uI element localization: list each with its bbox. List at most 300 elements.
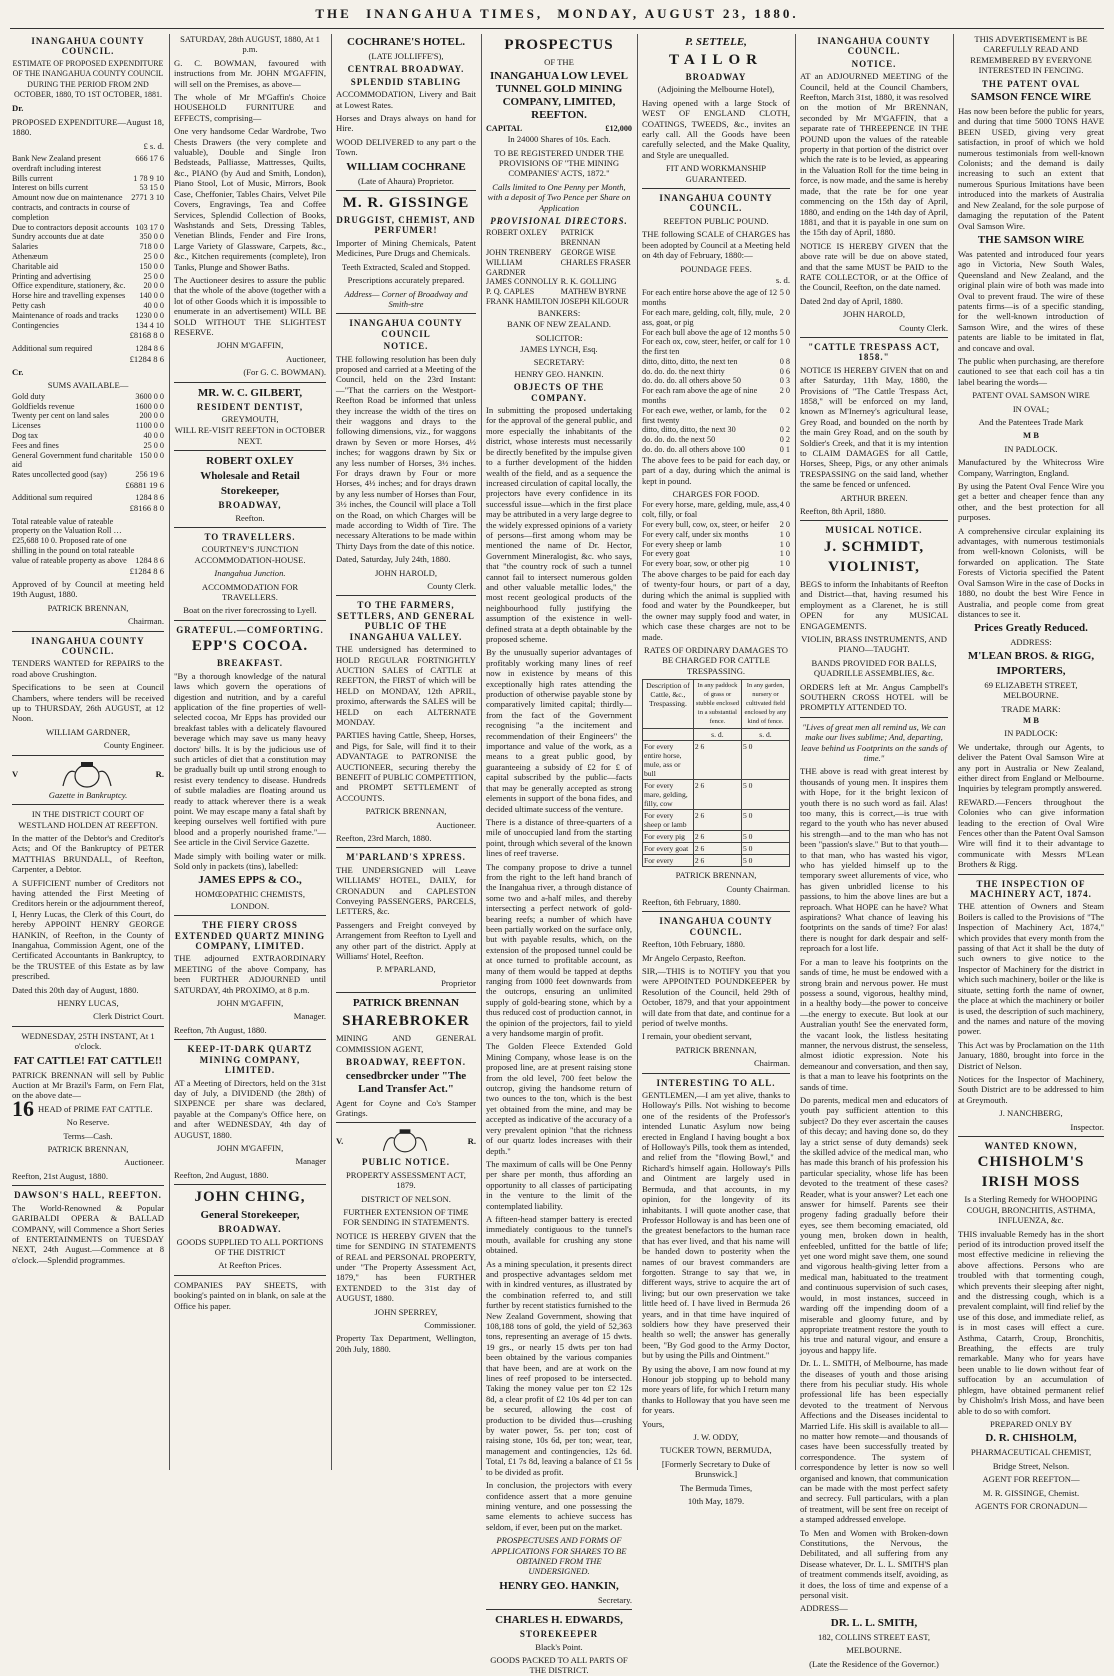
coyne-agent: Agent for Coyne and Co's Stamper Gratings. bbox=[336, 1097, 476, 1118]
revenue-row-label: General Government fund charitable aid bbox=[12, 450, 133, 470]
opened-text: Having opened with a large Stock of WEST OF ENGLAND CLOTH, COATINGS, TWEEDS, &c., invites an early call. All the Goods have been carefully selected, and the Make Quality, and Style are unequalled. bbox=[642, 97, 790, 160]
registered-text: TO BE REGISTERED UNDER THE PROVISIONS OF "THE MINING COMPANIES' ACTS, 1872." bbox=[494, 147, 624, 179]
travellers-heading: TO TRAVELLERS. bbox=[204, 532, 296, 543]
fiery-cross-heading: THE FIERY CROSS EXTENDED QUARTZ MINING COMPANY, LIMITED. bbox=[174, 920, 326, 952]
poundage-row-value: 1 0 bbox=[779, 337, 790, 347]
auctioneer-title: Auctioneer. bbox=[124, 1157, 164, 1168]
begs-text: BEGS to inform the Inhabitants of Reefton and District—that, having resumed his employment as a Clarenet, he is still OPEN for any MUSICAL ENGAGEMENTS. bbox=[800, 578, 948, 631]
mcgaffin-manager-2: JOHN M'GAFFIN, bbox=[216, 1142, 284, 1153]
damages-row-a: 2 6 bbox=[693, 780, 741, 810]
resolution-text: THE following resolution has been duly proposed and carried at a Meeting of the Council, held on the 23rd Instant:—"That the carriers on the Westport-Reefton Road be informed that unless they increase the width of the tires on their waggons and drays to the following dimensions, viz., for waggons drawn by Seven or more Horses, 4½ inches; for waggons drawn by Six or any less number of Horses, 3½ inches. For drays drawn by Four or more Horses, 4½ inches; and for drays drawn by any less number of Horses than Four, 3½ inches, the Council will place a Toll on the Road, on which Charges will be made according to Width of Tire. The necessary Alterations to be made within Thirty Days from the date of this notice. bbox=[336, 353, 476, 551]
damages-row bbox=[643, 843, 790, 855]
court-heading: IN THE DISTRICT COURT OF WESTLAND HOLDEN AT REEFTON. bbox=[18, 809, 158, 830]
tax-department: Property Tax Department, Wellington, 20th July, 1880. bbox=[336, 1333, 476, 1354]
poem: "Lives of great men all remind us, We can make our lives sublime; And, departing, leave behind us Footprints on the sands of time." bbox=[801, 721, 947, 763]
damages-row-a: 2 6 bbox=[693, 741, 741, 780]
expenditure-row bbox=[12, 281, 164, 291]
cerpasto: Mr Angelo Cerpasto, Reefton. bbox=[642, 952, 746, 963]
prepared-only: PREPARED ONLY BY bbox=[989, 1418, 1073, 1429]
damages-row bbox=[643, 855, 790, 867]
director-name: CHARLES FRASER bbox=[560, 257, 631, 267]
poundage-row-value: 0 3 bbox=[779, 376, 790, 386]
damages-row-a: 2 6 bbox=[693, 855, 741, 867]
patrick-brennan: PATRICK BRENNAN bbox=[352, 997, 460, 1010]
royal-crest-row-2 bbox=[336, 1127, 476, 1155]
director-name: JOSEPH KILGOUR bbox=[560, 297, 629, 307]
poundage-row-label: For each ram above the age of nine months bbox=[642, 386, 758, 406]
dentist-title: RESIDENT DENTIST, bbox=[196, 401, 304, 412]
expenditure-row bbox=[12, 291, 164, 301]
revenue-row-label: Fees and fines bbox=[12, 440, 59, 450]
bermuda-times: The Bermuda Times, bbox=[679, 1482, 753, 1493]
expenditure-row bbox=[12, 193, 164, 222]
poundage-row bbox=[642, 435, 790, 445]
brennan-name: PATRICK BRENNAN, bbox=[365, 806, 447, 817]
poundage-row bbox=[642, 406, 790, 426]
poundage-row-label: For each ewe, wether, or lamb, for the first twenty bbox=[642, 405, 767, 425]
gissinge-name: M. R. GISSINGE bbox=[342, 195, 470, 212]
director-row bbox=[486, 297, 632, 307]
irish-moss: IRISH MOSS bbox=[981, 1174, 1081, 1191]
expenditure-row bbox=[12, 174, 164, 184]
objects-p6: The maximum of calls will be One Penny per share per month, thus affording an opportunity to all classes of participating in the venture to the limit of the contemplated liability. bbox=[486, 1158, 632, 1211]
cattle-count-row bbox=[12, 1095, 164, 1121]
gazette-heading: Gazette in Bankruptcy. bbox=[48, 789, 128, 800]
manager-title-2: Manager bbox=[295, 1156, 326, 1167]
revenue-row bbox=[12, 411, 164, 421]
capital-row bbox=[486, 124, 632, 134]
column-5 bbox=[642, 34, 790, 1507]
trade-mark-padlock: IN PADLOCK: bbox=[1004, 728, 1058, 739]
mparland-title: Proprietor bbox=[441, 977, 476, 988]
bands-provided: BANDS PROVIDED FOR BALLS, QUADRILLE ASSEMBLIES, &c. bbox=[811, 657, 937, 679]
expenditure-row bbox=[12, 311, 164, 321]
damages-row-b: 5 0 bbox=[741, 741, 789, 780]
samson-wire-heading: THE SAMSON WIRE bbox=[977, 233, 1085, 246]
bank-name: BANK OF NEW ZEALAND. bbox=[507, 319, 611, 330]
expenditure-table bbox=[12, 154, 164, 330]
poundage-row-label: For each mare, gelding, colt, filly, mule, ass, goat, or pig bbox=[642, 307, 774, 327]
homeopathic: HOMŒOPATHIC CHEMISTS, bbox=[195, 889, 305, 900]
penalty-text: This Act was by Proclamation on the 11th January, 1880, brought into force in the District of Nelson. bbox=[958, 1039, 1104, 1071]
food-row-label: For every bull, cow, ox, steer, or heifer bbox=[642, 520, 770, 530]
wholesale-text: Wholesale and Retail bbox=[200, 470, 300, 483]
director-name: WILLIAM GARDNER bbox=[486, 257, 526, 277]
general-storekeeper: General Storekeeper, bbox=[200, 1209, 300, 1222]
revenue-row-label: Dog tax bbox=[12, 431, 39, 441]
gissinge-agent: M. R. GISSINGE, Chemist. bbox=[982, 1487, 1080, 1498]
mclean-address-label: ADDRESS: bbox=[1010, 637, 1052, 648]
late-residence: (Late the Residence of the Governor.) bbox=[809, 1658, 939, 1669]
poundage-row bbox=[642, 386, 790, 406]
food-row bbox=[642, 530, 790, 540]
expenditure-row-value: 150 0 0 bbox=[139, 261, 164, 271]
expenditure-row bbox=[12, 242, 164, 252]
expenditure-row-value: 140 0 0 bbox=[139, 291, 164, 301]
ahaura: (Late of Ahaura) Proprietor. bbox=[358, 175, 454, 186]
poundage-row bbox=[642, 367, 790, 377]
bankers-label: BANKERS: bbox=[537, 307, 581, 318]
fees-sd: s. d. bbox=[775, 274, 790, 285]
patent-oval: THE PATENT OVAL bbox=[981, 78, 1081, 89]
invaluable-text: THIS invaluable Remedy has in the short period of its introduction proved itself the most effective medicine in relieving the above affections. Persons who are troubled with that tormenting cough, which prevents their sleeping after night, and the distressing cough, which is a prevalent complaint, will find relief by the use of this dose, and immediate relief, as is in most cases will effect a cure. Asthma, Catarrh, Croup, Bronchitis, Breathing, the effects are truly remarkable. Many who for years have been unable to lie down without fear of suffocation by an accumulation of phlegm, have obtained permanent relief by Chisholm's Irish Moss, and have been able to do so with comfort. bbox=[958, 1228, 1104, 1416]
goods-supplied: GOODS SUPPLIED TO ALL PORTIONS OF THE DISTRICT bbox=[176, 1236, 324, 1257]
revenue-row-label: Twenty per cent on land sales bbox=[12, 411, 109, 421]
royal-crest-icon bbox=[57, 760, 117, 790]
poundage-row-value: 0 1 bbox=[779, 445, 790, 455]
samson-fence-wire: SAMSON FENCE WIRE bbox=[970, 91, 1092, 104]
food-row-value: 2 0 bbox=[779, 520, 790, 530]
revenue-row-value: 256 19 6 bbox=[135, 470, 164, 480]
formerly: [Formerly Secretary to Duke of Brunswick.] bbox=[661, 1458, 771, 1480]
mining-agent: MINING AND GENERAL COMMISSION AGENT, bbox=[336, 1033, 476, 1054]
brennan-chair: PATRICK BRENNAN, bbox=[675, 870, 757, 881]
poundage-row bbox=[642, 328, 790, 338]
hotel-late: (LATE JOLLIFFE'S), bbox=[368, 51, 444, 61]
epps-company: JAMES EPPS & CO., bbox=[198, 874, 302, 887]
poem-body-3: Do parents, medical men and educators of youth pay sufficient attention to this subject? Do they ever ascertain the causes of this decay; and having done so, do they lay a strict sense of duty demands) seek the skilled advice of the medical man, who has made this branch of his profession his particular speciality, whose life has been devoted to the treatment of these cases? Reader, what is your answer? Let each one answer for himself. Parents see their progeny fading gradually before their eyes, see them becoming emaciated, old young men, broken down in health, enfeebled, unfitted for the battle of life; yet one word might save them, one sound and vigorous health-giving letter from a medical man, habituated to the treatment and continuous supervision of such cases, would, in most instances, succeed in warding off the impending doom of a miserable and gloomy future, and by appropriate treatment restore the youth to his true and natural vigour, and ensure a joyous and happy life. bbox=[800, 1094, 948, 1355]
breakfast-heading: BREAKFAST. bbox=[217, 658, 283, 669]
poundage-row bbox=[642, 308, 790, 328]
revenue-row-label: Goldfields revenue bbox=[12, 401, 75, 411]
poundage-row-label: do. do. do. the next thirty bbox=[642, 366, 725, 376]
tunnel-company: INANGAHUA LOW LEVEL TUNNEL GOLD MINING COMPANY, LIMITED, REEFTON. bbox=[490, 70, 628, 122]
column-1 bbox=[12, 34, 164, 1470]
council-heading-7: INANGAHUA COUNTY COUNCIL. bbox=[817, 36, 931, 57]
whole-text: The whole of Mr M'Gaffin's Choice HOUSEHOLD FURNITURE and EFFECTS, comprising— bbox=[174, 92, 326, 123]
importer-text: Importer of Mining Chemicals, Patent Medicines, Pure Drugs and Chemicals. bbox=[336, 237, 476, 259]
manufactured: Manufactured by the Whitecross Wire Company, Warrington, England. bbox=[958, 457, 1104, 478]
revenue-row-value: 150 0 0 bbox=[139, 450, 164, 460]
damages-row-b: 5 0 bbox=[741, 780, 789, 810]
lsd-header: £ s. d. bbox=[143, 140, 164, 151]
fees-note: The above fees to be paid for each day, or part of a day, during which the animal is kept in pound. bbox=[642, 454, 790, 486]
poem-body-5: To Men and Women with Broken-down Constitutions, the Nervous, the Debilitated, and all suffering from any Disease whatever, Dr. L. L. SMITH'S plan of treatment commends itself, avoiding, as it does, the loss of time and expense of a personal visit. bbox=[800, 1527, 948, 1601]
bermuda-date: 10th May, 1879. bbox=[687, 1496, 745, 1507]
expenditure-row-value: 718 0 0 bbox=[139, 242, 164, 252]
melbourne: MELBOURNE. bbox=[846, 1645, 902, 1656]
epps-body: "By a thorough knowledge of the natural laws which govern the operations of digestion and nutrition, and by a careful application of the fine properties of well-selected cocoa, Mr Epps has provided our breakfast tables with a delicately flavoured beverage which may save us many heavy doctors' bills. It is by the judicious use of such articles of diet that a constitution may be gradually built up until strong enough to resist every tendency to disease. Hundreds of subtle maladies are floating around us ready to attack wherever there is a weak point. We may escape many a fatal shaft by keeping ourselves well fortified with pure blood and a properly nourished frame."—See article in the Civil Service Gazette. bbox=[174, 670, 326, 848]
expenditure-row bbox=[12, 262, 164, 272]
auctioneer-name: PATRICK BRENNAN, bbox=[47, 1144, 129, 1155]
gilbert-name: MR. W. C. GILBERT, bbox=[197, 386, 303, 399]
reefton-april: Reefton, 8th April, 1880. bbox=[800, 506, 886, 517]
adjoining: (Adjoining the Melbourne Hotel), bbox=[657, 84, 775, 95]
trespass-body: NOTICE IS HEREBY GIVEN that on and after Saturday, 11th May, 1880, the Provisions of "The Cattle Trespass Act, 1858," will be enforced on my land, known as M'Inerney's agricultural lease, Grey Road, and bounded on the north by the main Grey Road, and on the south by Soldier's Creek, and that it is my intention to CLAIM DAMAGES for all Cattle, Horses, Sheep, Pigs, or any other animals TRESPASSING on the said land, whether the same be fenced or unfenced. bbox=[800, 364, 948, 490]
food-row-value: 1 0 bbox=[779, 529, 790, 539]
druggist: DRUGGIST, CHEMIST, AND PERFUMER! bbox=[336, 215, 476, 236]
horses-drays: Horses and Drays always on hand for Hire. bbox=[336, 113, 476, 134]
oddy-name: J. W. ODDY, bbox=[693, 1432, 739, 1443]
additional-row bbox=[12, 344, 164, 354]
poundage-row-label: do. do. do. all others above 100 bbox=[642, 445, 746, 455]
expenditure-row bbox=[12, 321, 164, 331]
sales-text: THE undersigned has determined to HOLD REGULAR FORTNIGHTLY AUCTION SALES of CATTLE at REEFTON, the FIRST of which will be HELD on MONDAY, 12th APRIL, proximo, afterwards the SALES will be HELD on each ALTERNATE MONDAY. bbox=[336, 644, 476, 727]
objects-p9: In conclusion, the projectors with every confidence assert that a more genuine mining venture, and one possessing the same elements to achieve success has seldom, if ever, been put on the market. bbox=[486, 1480, 632, 1532]
expenditure-row-label: Bank New Zealand present overdraft including interest bbox=[12, 154, 102, 173]
label-5: IN PADLOCK. bbox=[1004, 443, 1058, 454]
food-row-label: For every sheep or lamb bbox=[642, 539, 722, 549]
using-text: By using the Patent Oval Fence Wire you get a better and cheaper fence than any other, and the best protection for all purposes. bbox=[958, 481, 1104, 523]
revenue-row-value: 25 0 0 bbox=[143, 440, 164, 450]
revenue-table bbox=[12, 392, 164, 480]
specifications-text: Specifications to be seen at Council Chambers, where tenders will be received up to THURSDAY, 26th AUGUST, at 12 Noon. bbox=[12, 682, 164, 724]
courtney-heading: COURTNEY'S JUNCTION ACCOMMODATION-HOUSE. bbox=[194, 544, 306, 565]
director-name: GEORGE WISE bbox=[560, 248, 616, 258]
expenditure-row-label: Athenæum bbox=[12, 252, 48, 262]
objects-p4: The company propose to drive a tunnel from the right to the left hand branch of the Inangahua river, a through distance of some two and a-half miles, and thereby intersecting a perfect network of gold-bearing reefs; a number of which have been partially worked on the surface only, but with payable results, which, on the extension of the proposed tunnel could be at once turned to profitable account, as many of them would be tapped at depths ranging from 1000 feet downwards from the outcrops, ensuring an unlimited supply of gold-bearing stone, which by a thus reduced cost of production cannot, in the opinion of the projectors, fail to yield a very handsome margin of profit. bbox=[486, 861, 632, 1039]
objects-p1: In submitting the proposed undertaking for the approval of the general public, and more especially the inhabitants of the district, whose interests must necessarily be directly benefited by the impulse given to a further development of the hidden wealth of the field, and as a sequence the increased circulation of capital locally, the projectors have every confidence in its successful issue—which in the first place may be attributed in a very large degree to the widely expressed opinions of a variety of persons—first among whom may be mentioned the name of Dr. Hector, Government Mineralogist, &c. who says, that "the country rock of such a tunnel cannot fail to intersect numerous golden and other valuable metallic lodes," the most recent geological products of the neighbourhood fully justifying the assumption of the existence in well-defined strata at a depth obtainable by the proposed scheme. bbox=[486, 405, 632, 645]
musical-heading: MUSICAL NOTICE. bbox=[825, 525, 923, 536]
objects-heading: OBJECTS OF THE COMPANY. bbox=[513, 382, 605, 403]
settele-broadway: BROADWAY bbox=[685, 72, 747, 82]
column-rule bbox=[637, 34, 638, 1470]
public-pound: REEFTON PUBLIC POUND. bbox=[663, 215, 769, 226]
matter-text: In the matter of the Debtor's and Creditor's Acts; and Of the Bankruptcy of PETER MATTHIAS BRUNDALL, of Reefton, Carpenter, a Debtor. bbox=[12, 832, 164, 875]
samson-body: Has now been before the public for years, and during that time 5000 TONS HAVE BEEN USED, giving very great satisfaction, in proof of which we hold numerous testimonials from well-known Colonists; and the demand is daily increasing to such an extent that numerous Spurious Imitations have been introduced into the markets of Australia and New Zealand, for the sole purpose of damaging the reputation of the Patent Oval Samson Wire. bbox=[958, 106, 1104, 231]
advertisement-heading: THIS ADVERTISEMENT is BE CAREFULLY READ AND REMEMBERED BY EVERYONE INTERESTED IN FENCING. bbox=[970, 34, 1092, 76]
expenditure-row-label: Maintenance of roads and tracks bbox=[12, 310, 119, 320]
damages-col1-header: In any paddock of grass or stubble enclosed in a substantial fence. bbox=[693, 680, 741, 729]
additional-label: Additional sum required bbox=[12, 343, 93, 353]
public-caution: The public when purchasing, are therefore cautioned to see that each coil has a tin label bearing the words— bbox=[958, 355, 1104, 387]
revenue-row-label: Gold duty bbox=[12, 391, 45, 401]
council-heading-3: INANGAHUA COUNTY COUNCIL bbox=[349, 318, 463, 339]
food-table bbox=[642, 500, 790, 569]
expenditure-total-2: £1284 8 6 bbox=[129, 353, 164, 364]
harold-name: JOHN HAROLD, bbox=[374, 567, 438, 578]
harold-title-2: County Clerk. bbox=[899, 322, 948, 333]
poundage-row-value: 0 2 bbox=[779, 425, 790, 435]
commissioner-title: Commissioner. bbox=[424, 1320, 476, 1330]
pay-sheets: COMPANIES PAY SHEETS, with booking's painted on in blank, on sale at the Office his paper. bbox=[174, 1279, 326, 1311]
poundage-row-label: For each entire horse above the age of 12 months bbox=[642, 288, 778, 308]
reefton-7: Reefton, 7th August, 1880. bbox=[174, 1024, 267, 1035]
fit-guaranteed: FIT AND WORKMANSHIP GUARANTEED. bbox=[666, 163, 766, 184]
manager-title: Manager. bbox=[293, 1011, 326, 1022]
column-rule bbox=[169, 34, 170, 1470]
rateable-value: 1284 8 6 bbox=[135, 555, 164, 565]
damages-row-a: 2 6 bbox=[693, 810, 741, 831]
cr-label: Cr. bbox=[12, 367, 24, 378]
column-rule bbox=[331, 34, 332, 1470]
brennan-title: Auctioneer. bbox=[436, 819, 476, 830]
notice-heading-2: NOTICE. bbox=[851, 58, 897, 69]
grateful-heading: GRATEFUL.—COMFORTING. bbox=[176, 624, 324, 635]
storekeeper-text: Storekeeper, bbox=[220, 485, 280, 498]
engineer-name: WILLIAM GARDNER, bbox=[45, 726, 131, 737]
revenue-row-label: Rates uncollected good (say) bbox=[12, 470, 107, 480]
central-broadway: CENTRAL BROADWAY. bbox=[347, 64, 465, 75]
wanted-known: WANTED KNOWN, bbox=[984, 1140, 1078, 1151]
column-7 bbox=[958, 34, 1104, 1511]
boat-text: Boat on the river forecrossing to Lyell. bbox=[183, 605, 317, 616]
edwards-name: CHARLES H. EDWARDS, bbox=[495, 1614, 623, 1627]
auction-text: PATRICK BRENNAN will sell by Public Auction at Mr Brazil's Farm, on Fern Flat, on the above date— bbox=[12, 1069, 164, 1101]
sterling-remedy: Is a Sterling Remedy for WHOOPING COUGH, BRONCHITIS, ASTHMA, INFLUENZA, &c. bbox=[964, 1194, 1098, 1226]
trade-mark-label: TRADE MARK: bbox=[1001, 703, 1061, 714]
revenue-row-value: 1600 0 0 bbox=[135, 401, 164, 411]
council-heading-5: INANGAHUA COUNTY COUNCIL. bbox=[659, 193, 773, 214]
crest-v-2: V. bbox=[336, 1136, 344, 1147]
greymouth: GREYMOUTH, bbox=[221, 414, 279, 424]
tenders-text: TENDERS WANTED for REPAIRS to the road above Crushington. bbox=[12, 658, 164, 679]
capital-value: £12,000 bbox=[605, 124, 632, 134]
edwards-goods: GOODS PACKED TO ALL PARTS OF THE DISTRICT. bbox=[490, 1654, 628, 1676]
objects-p2: By the unusually superior advantages of profitably working many lines of reef now in existence by means of this exceptionally high rates attending the production of otherwise payable stone by comparatively limited capital; thirdly—from the fact of the Government recognising "a the incitement and recommendation of their Engineers" the importance and value of the work, as a means to a great public good, by guaranteeing a subsidy of £2 for £ of capital subscribed by the public—facts that may be generally accepted as strong elements in support of the bona fides, and decided ultimate success of the venture. bbox=[486, 647, 632, 814]
for-bowman: (For G. C. BOWMAN). bbox=[243, 367, 326, 378]
damages-table bbox=[642, 679, 790, 867]
breen-name: ARTHUR BREEN. bbox=[840, 492, 908, 503]
secretary-label: SECRETARY: bbox=[533, 357, 585, 368]
chairman-title: Chairman. bbox=[127, 616, 164, 627]
damages-row-label: For every pig bbox=[643, 831, 694, 843]
damages-row-label: For every mare, gelding, filly, cow bbox=[643, 780, 694, 810]
label-1: PATENT OVAL SAMSON WIRE bbox=[972, 390, 1090, 401]
interesting-heading: INTERESTING TO ALL. bbox=[656, 1077, 776, 1088]
dr-smith: DR. L. L. SMITH, bbox=[830, 1616, 918, 1629]
poundage-row-label: ditto, ditto, ditto, the next 30 bbox=[642, 425, 736, 435]
smith-address-label: ADDRESS— bbox=[800, 1603, 848, 1614]
damages-row-b: 5 0 bbox=[741, 831, 789, 843]
expenditure-row-value: 1 78 9 10 bbox=[133, 173, 164, 183]
damages-row-a: 2 6 bbox=[693, 831, 741, 843]
damages-row bbox=[643, 741, 790, 780]
director-name: ROBERT OXLEY bbox=[486, 228, 548, 238]
expenditure-row-value: 103 17 0 bbox=[135, 222, 164, 232]
mcgaffin-title: Auctioneer, bbox=[286, 353, 326, 364]
objects-p7: A fifteen-head stamper battery is erected immediately contiguous to the tunnel's mouth, available for crushing any stone obtained. bbox=[486, 1213, 632, 1256]
food-row bbox=[642, 500, 790, 520]
estimate-heading: ESTIMATE OF PROPOSED EXPENDITURE OF THE INANGAHUA COUNTY COUNCIL DURING THE PERIOD FROM 2ND OCTOBER, 1880, TO 1ST OCTOBER, 1881. bbox=[12, 58, 164, 100]
of-the: OF THE bbox=[544, 57, 574, 67]
broadway-2: BROADWAY. bbox=[218, 1224, 282, 1235]
hankin-name: HENRY GEO. HANKIN, bbox=[499, 1579, 619, 1592]
expenditure-row-label: Contingencies bbox=[12, 320, 59, 330]
damages-row-b: 5 0 bbox=[741, 810, 789, 831]
capital-label: CAPITAL bbox=[486, 124, 523, 134]
additional-value: 1284 8 6 bbox=[135, 343, 164, 353]
agents-cronadun: AGENTS FOR CRONADUN— bbox=[974, 1500, 1088, 1511]
agent-reefton: AGENT FOR REEFTON— bbox=[982, 1474, 1080, 1485]
edwards-storekeeper: STOREKEEPER bbox=[519, 1629, 599, 1640]
furniture-items: One very handsome Cedar Wardrobe, Two Chests Drawers (the very complete and valuable), Double and Single Iron Bedsteads, Palliasse, Mattresses, Quilts, &c., PIANO (by Aud and Smith, London), Piano Stool, Lot of Music, Mirrors, Book Case, Cheffonier, Tables Chairs, Velvet Pile Covers, Engravings, Tea and Coffee Services, Splendid Collection of Books, Washstands and Sets, Dressing Tables, Venetian Blinds, Fender and Fire Irons, Large Variety of Glassware, Carpets, &c., &c., Kitchen requirements (complete), Iron Tanks, Plunge and Shower Baths. bbox=[174, 126, 326, 272]
food-row bbox=[642, 540, 790, 550]
chisholm-name: D. R. CHISHOLM, bbox=[985, 1432, 1077, 1445]
solicitor-name: JAMES LYNCH, Esq. bbox=[520, 344, 598, 355]
sufficient-text: A SUFFICIENT number of Creditors not having attended the First Meeting of Creditors herein or the adjournment thereof, I, Henry Lucas, the Clerk of this Court, do hereby APPOINT HENRY GEORGE HANKIN, of Reefton, in the County of Inangahua, Commission Agent, one of the Certificated Accountants in Bankruptcy, to be the TRUSTEE of this Estate as by law prescribed. bbox=[12, 877, 164, 982]
revenue-row bbox=[12, 470, 164, 480]
directors-table bbox=[486, 228, 632, 306]
approved-text: Approved of by Council at meeting held 19th August, 1880. bbox=[12, 579, 164, 600]
rateable-total: £1284 8 6 bbox=[129, 565, 164, 576]
dated-text: Dated this 20th day of August, 1880. bbox=[12, 984, 139, 995]
auctioneer-desires: The Auctioneer desires to assure the public that the whole of the above (together with a lot of other Goods which it is impossible to enumerate in an advertisement) WILL BE SOLD WITHOUT THE SLIGHTEST RESERVE. bbox=[174, 274, 326, 337]
engineer-title: County Engineer. bbox=[103, 740, 164, 751]
holloway-text: GENTLEMEN,—I am yet alive, thanks to Holloway's Pills. Not wishing to become one of the residents of the Professor's intended Lunatic Asylum now being erected in England I having bought a box of Holloway's Pills, took them as intended, and relief from the "flowing Bowl," and Richard's himself again. Holloway's Pills and Ointment are largely used in Bermuda, and that accounts, in my opinion, for the longevity of its inhabitants. I will quote another case, that Professor Holloway is and has been one of the greatest benefactors to the human race that has ever lived, and that his name will be handed down to posterity when the names of our bravest commanders are forgotten. Strange to say that we, in different ways, strive to acquire the art of living; but our own preservation we take little heed of. I have lived in Bermuda 26 years, and in that time have inquired of soldiers how they have preserved their health so well; the answer has generally been, "By God good to the Army Doctor, but by using the Pills and Ointment." bbox=[642, 1090, 790, 1361]
broadway-reefton: BROADWAY, REEFTON. bbox=[346, 1057, 466, 1068]
expenditure-row-label: Petty cash bbox=[12, 301, 46, 311]
damages-row-label: For every bbox=[643, 855, 694, 867]
revenue-total: £6881 19 6 bbox=[125, 480, 164, 490]
prescriptions-text: Prescriptions accurately prepared. bbox=[347, 275, 465, 286]
calls-text: Calls limited to One Penny per Month, with a deposit of Two Pence per Share on Application bbox=[487, 181, 631, 213]
objects-p8: As a mining speculation, it presents direct and prospective advantages seldom met with in kindred ventures, as illustrated by the combination referred to, and still further by recent statistics furnished to the New Zealand Government, showing that 108,188 tons of gold, the yield of 52,363 tons, representing an average of 15 dwts. 19 grs., or nearly 15 dwts per ton had been obtained by the various companies that have been, and are at work on the lines of reef proposed to be intersected. Taking the money value per ton £2 12s 8d, a clear profit of £2 10s 4d per ton can be secured, allowing the cost of production to be divided thus—crushing by water power, 5s. per ton; cost of raising stone, 10s 6d, per ton; wear, tear, management and contingencies, 12s 6d. Total, £1 7s 8d, leaving a balance of £1 5s to be divided as profit. bbox=[486, 1258, 632, 1477]
hotel-name: COCHRANE'S HOTEL. bbox=[347, 36, 465, 48]
expenditure-row-value: 20 0 0 bbox=[143, 281, 164, 291]
no-reserve: No Reserve. bbox=[66, 1117, 110, 1128]
royal-crest-row bbox=[12, 760, 164, 790]
revenue-row bbox=[12, 392, 164, 402]
damages-row bbox=[643, 831, 790, 843]
damages-row-a: 2 6 bbox=[693, 843, 741, 855]
masthead-title: INANGAHUA TIMES, bbox=[366, 6, 544, 21]
epps-cocoa: EPP'S COCOA. bbox=[191, 638, 309, 655]
harold-name-2: JOHN HAROLD, bbox=[842, 309, 906, 320]
expenditure-row bbox=[12, 301, 164, 311]
harold-title: County Clerk. bbox=[427, 581, 476, 592]
food-row bbox=[642, 520, 790, 530]
xpress-heading: M'PARLAND'S XPRESS. bbox=[346, 852, 466, 863]
poundage-row-label: For each ox, cow, steer, heifer, or calf for the first ten bbox=[642, 337, 777, 357]
comprehensive-text: A comprehensive circular explaining its advantages, with numerous testimonials from well-known Colonists, will be forwarded on application. The State Forests of Victoria specified the Patent Oval Samson Wire in the case of Docks in 1880, no doubt the best Wire Fence in Australia, and people come from great distances to see it. bbox=[958, 525, 1104, 619]
royal-crest-icon bbox=[378, 1127, 432, 1155]
auction-date: Reefton, 21st August, 1880. bbox=[12, 1170, 108, 1181]
poundkeeper-text: SIR,—THIS is to NOTIFY you that you were APPOINTED POUNDKEEPER by Resolution of the Council, held 29th of October, 1879, and that your appointment will date from that date, and continue for a period of twelve months. bbox=[642, 965, 790, 1028]
expenditure-row-label: Amount now due on maintenance contracts, and contracts in course of completion bbox=[12, 193, 130, 222]
public-notice: PUBLIC NOTICE. bbox=[361, 1157, 450, 1168]
inspection-heading: THE INSPECTION OF MACHINERY ACT, 1874. bbox=[970, 878, 1092, 900]
hankin-title: Secretary. bbox=[597, 1594, 632, 1605]
mcgaffin-manager: JOHN M'GAFFIN, bbox=[216, 998, 284, 1009]
expenditure-row bbox=[12, 223, 164, 233]
wednesday-heading: WEDNESDAY, 25TH INSTANT, At 1 o'clock. bbox=[21, 1030, 155, 1052]
council-heading-2: INANGAHUA COUNTY COUNCIL. bbox=[31, 635, 145, 657]
poundage-row-label: ditto, ditto, ditto, the next ten bbox=[642, 356, 738, 366]
poundage-row-value: 0 6 bbox=[779, 366, 790, 376]
director-name: P. Q. CAPLES bbox=[486, 287, 535, 297]
revenue-row-value: 3600 0 0 bbox=[135, 391, 164, 401]
accommodation-text: ACCOMMODATION FOR TRAVELLERS. bbox=[201, 581, 299, 603]
poundage-row-label: do. do. do. the next 50 bbox=[642, 435, 716, 445]
poundage-row-value: 5 0 bbox=[779, 327, 790, 337]
column-6 bbox=[800, 34, 948, 1669]
prices-reduced: Prices Greatly Reduced. bbox=[974, 622, 1088, 635]
food-row-value: 1 0 bbox=[779, 559, 790, 569]
crest-v: V bbox=[12, 769, 19, 780]
property-notice-body: NOTICE IS HEREBY GIVEN that the time for SENDING IN STATEMENTS of REAL and PERSONAL PROPERTY, under "The Property Assessment Act, 1879," has been FURTHER EXTENDED to the 31st day of AUGUST, 1880. bbox=[336, 1230, 476, 1304]
rate-dated: Dated 2nd day of April, 1880. bbox=[800, 295, 903, 306]
food-note: The above charges to be paid for each day of twenty-four hours, or part of a day, during which the animal is supplied with food and water by the Poundkeeper, but the owner may supply food and water, in which case these charges are not to be made. bbox=[642, 569, 790, 642]
district-nelson: DISTRICT OF NELSON. bbox=[361, 1193, 451, 1204]
food-row-label: For every boar, sow, or other pig bbox=[642, 559, 749, 569]
poundage-row bbox=[642, 445, 790, 455]
damages-row-b: 5 0 bbox=[741, 843, 789, 855]
damages-row-b: 5 0 bbox=[741, 855, 789, 867]
trespass-heading: "CATTLE TRESPASS ACT, 1858." bbox=[808, 341, 940, 363]
nanchberg-name: J. NANCHBERG, bbox=[999, 1108, 1063, 1119]
column-2 bbox=[174, 34, 326, 1470]
expenditure-row bbox=[12, 232, 164, 242]
terms-cash: Terms—Cash. bbox=[63, 1130, 113, 1141]
damages-row-label: For every sheep or lamb bbox=[643, 810, 694, 831]
licensed-broker: censedbrcker under "The Land Transfer Act." bbox=[345, 1069, 467, 1095]
poundage-heading: POUNDAGE FEES. bbox=[680, 263, 752, 274]
brennan-chair-title-2: Chairman. bbox=[753, 1058, 790, 1069]
poundage-row-value: 0 8 bbox=[779, 356, 790, 366]
reefton-2: Reefton, 2nd August, 1880. bbox=[174, 1169, 269, 1180]
fat-cattle-heading: FAT CATTLE! FAT CATTLE!! bbox=[13, 1054, 163, 1067]
